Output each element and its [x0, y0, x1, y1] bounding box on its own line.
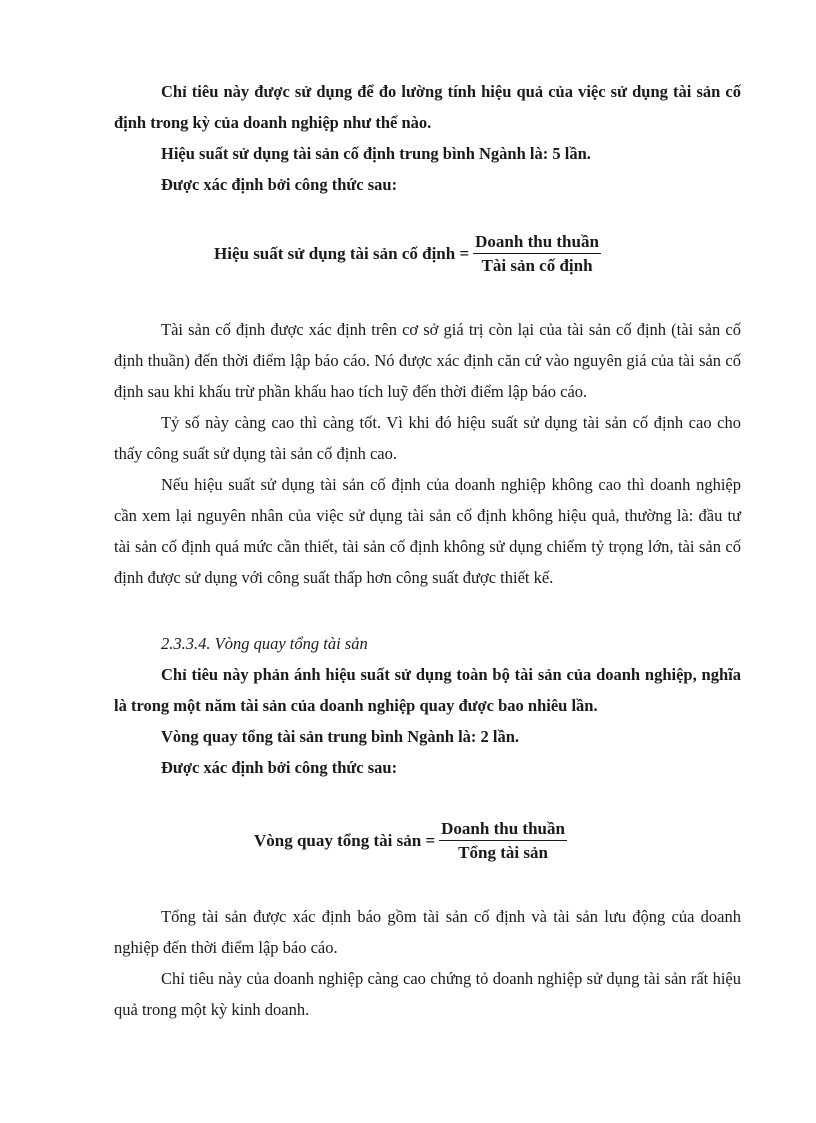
- fixed-assets-intro: Chỉ tiêu này được sử dụng để đo lường tính hiệu quả của việc sử dụng tài sản cố định trong kỳ của doanh nghiệp như thế nào.: [114, 82, 741, 132]
- total-assets-intro: Chỉ tiêu này phản ánh hiệu suất sử dụng toàn bộ tài sản của doanh nghiệp, nghĩa là trong một năm tài sản của doanh nghiệp quay được bao nhiêu lần.: [114, 665, 741, 715]
- formula-denominator: Tài sản cố định: [481, 256, 593, 275]
- formula-numerator: Doanh thu thuần: [439, 819, 567, 841]
- total-assets-formula-intro: Được xác định bởi công thức sau:: [161, 758, 398, 777]
- total-assets-heading: 2.3.3.4. Vòng quay tổng tài sản: [161, 634, 368, 653]
- total-assets-paragraph-2: Chỉ tiêu này của doanh nghiệp càng cao chứng tỏ doanh nghiệp sử dụng tài sản rất hiệu quả trong một kỳ kinh doanh.: [114, 969, 741, 1019]
- formula-fraction: [473, 232, 601, 275]
- formula-numerator: Doanh thu thuần: [473, 232, 601, 254]
- total-assets-industry-average: Vòng quay tổng tài sản trung bình Ngành là: 2 lần.: [161, 727, 520, 746]
- formula-lhs: Hiệu suất sử dụng tài sản cố định =: [214, 243, 470, 263]
- formula-lhs: Vòng quay tổng tài sản =: [254, 830, 436, 850]
- fixed-assets-paragraph-2: Tỷ số này càng cao thì càng tốt. Vì khi đó hiệu suất sử dụng tài sản cố định cao cho thấy công suất sử dụng tài sản cố định cao.: [114, 413, 741, 463]
- formula-denominator: Tổng tài sản: [458, 843, 548, 862]
- formula-fraction: [439, 819, 567, 862]
- fixed-assets-industry-average: Hiệu suất sử dụng tài sản cố định trung bình Ngành là: 5 lần.: [161, 144, 591, 163]
- total-assets-paragraph-1: Tổng tài sản được xác định báo gồm tài sản cố định và tài sản lưu động của doanh nghiệp đến thời điểm lập báo cáo.: [114, 907, 741, 957]
- fixed-assets-formula-intro: Được xác định bởi công thức sau:: [161, 175, 398, 194]
- total-assets-formula: [254, 819, 567, 862]
- fixed-assets-formula: [214, 232, 601, 275]
- fixed-assets-paragraph-3: Nếu hiệu suất sử dụng tài sản cố định của doanh nghiệp không cao thì doanh nghiệp cần xem lại nguyên nhân của việc sử dụng tài sản cố định không hiệu quả, thường là: đầu tư tài sản cố định quá mức cần thiết, tài sản cố định không sử dụng chiếm tỷ trọng lớn, tài sản cố định được sử dụng với công suất thấp hơn công suất được thiết kế.: [114, 475, 741, 587]
- fixed-assets-paragraph-1: Tài sản cố định được xác định trên cơ sở giá trị còn lại của tài sản cố định (tài sản cố định thuần) đến thời điểm lập báo cáo. Nó được xác định căn cứ vào nguyên giá của tài sản cố định sau khi khấu trừ phần khấu hao tích luỹ đến thời điểm lập báo cáo.: [114, 320, 741, 401]
